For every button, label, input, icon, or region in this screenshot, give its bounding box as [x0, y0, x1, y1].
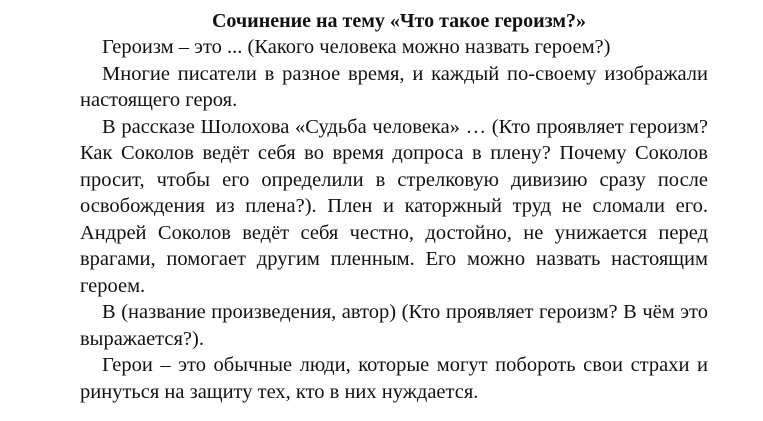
paragraph-heroism-definition: Героизм – это ... (Какого человека можно назвать героем?) [102, 36, 611, 58]
essay-title: Сочинение на тему «Что такое героизм?» [211, 10, 587, 32]
paragraph-sholokhov: В рассказе Шолохова «Судьба человека» … (Кто проявляет героизм? Как Соколов ведёт себя во время допроса в плену? Почему Соколов просит, чтобы его определили в стрелковую дивизию сразу после освобождения из плена?). Плен и каторжный труд не сломали его. Андрей Соколов ведёт себя честно, достойно, не унижается перед врагами, помогает другим пленным. Его можно назвать настоящим героем. [80, 115, 708, 297]
paragraph-writers: Многие писатели в разное время, и каждый по-своему изображали настоящего героя. [80, 62, 708, 111]
essay-page [80, 8, 708, 405]
paragraph-own-example: В (название произведения, автор) (Кто проявляет героизм? В чём это выражается?). [80, 301, 708, 350]
paragraph-conclusion: Герои – это обычные люди, которые могут побороть свои страхи и ринуться на защиту тех, кто в них нуждается. [80, 354, 708, 403]
